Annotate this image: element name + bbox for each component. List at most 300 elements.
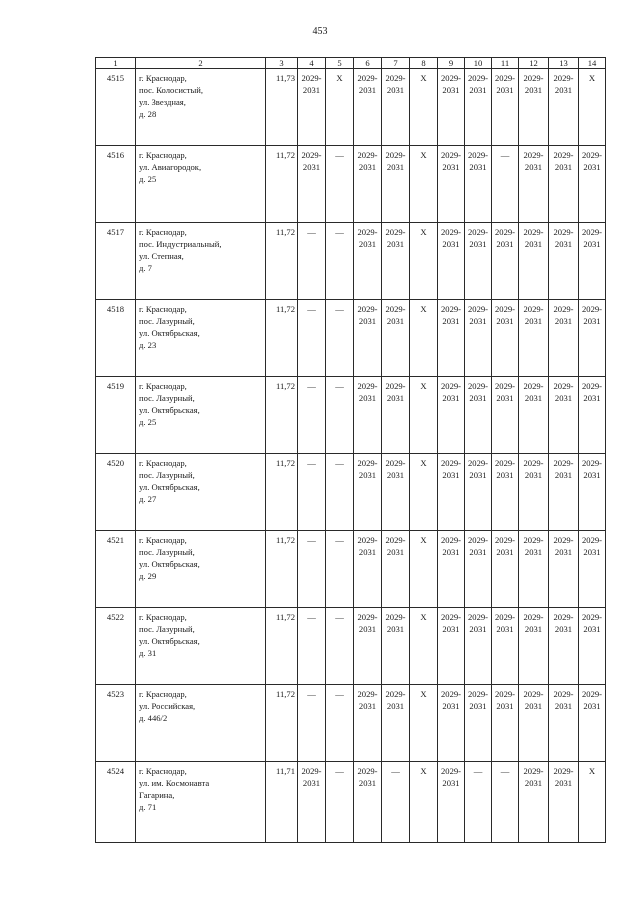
period-year: 2029- (523, 73, 544, 83)
table-row (96, 685, 606, 762)
column-header-3: 3 (266, 58, 298, 69)
value-cell: 11,71 (266, 762, 298, 843)
period-year: 2029- (553, 73, 574, 83)
period-cell: — (298, 223, 326, 300)
period-year: 2031 (358, 547, 377, 557)
period-year: 2029- (523, 612, 544, 622)
address-line: ул. Российская, (139, 701, 196, 711)
period-year: 2029- (553, 150, 574, 160)
period-year: 2029- (523, 381, 544, 391)
period-year: 2031 (583, 701, 601, 711)
period-cell (579, 377, 606, 454)
period-cell (549, 531, 579, 608)
period-year: 2029- (385, 535, 406, 545)
address-line: г. Краснодар, (139, 381, 187, 391)
address-line: г. Краснодар, (139, 458, 187, 468)
table-row (96, 608, 606, 685)
period-year: 2029- (357, 381, 378, 391)
period-cell (465, 377, 492, 454)
period-cell (519, 69, 549, 146)
period-cell (579, 146, 606, 223)
period-year: 2029- (581, 304, 603, 314)
period-cell (549, 69, 579, 146)
value-cell: 11,72 (266, 685, 298, 762)
period-year: 2029- (385, 150, 406, 160)
period-year: 2031 (358, 316, 377, 326)
period-cell (382, 608, 410, 685)
period-cell (438, 69, 465, 146)
column-header-4: 4 (298, 58, 326, 69)
period-year: 2029- (523, 458, 544, 468)
column-header-13: 13 (549, 58, 579, 69)
period-cell (354, 762, 382, 843)
address-line: ул. Степная, (139, 251, 184, 261)
address-line: д. 31 (139, 648, 157, 658)
period-cell (298, 762, 326, 843)
period-year: 2031 (496, 547, 514, 557)
period-year: 2029- (581, 535, 603, 545)
address-line: д. 27 (139, 494, 157, 504)
period-year: 2031 (386, 624, 405, 634)
table-row (96, 300, 606, 377)
row-number: 4519 (96, 377, 136, 454)
period-cell (438, 762, 465, 843)
row-number: 4515 (96, 69, 136, 146)
table-row (96, 454, 606, 531)
value-cell: 11,72 (266, 146, 298, 223)
table-body (96, 69, 606, 843)
period-year: 2029- (440, 304, 462, 314)
period-cell: Х (410, 608, 438, 685)
period-year: 2029- (494, 381, 516, 391)
address-cell (136, 223, 266, 300)
period-cell (519, 685, 549, 762)
period-cell (465, 69, 492, 146)
period-year: 2031 (524, 393, 543, 403)
period-year: 2031 (469, 393, 487, 403)
period-cell: — (298, 300, 326, 377)
period-year: 2031 (302, 162, 321, 172)
address-line: д. 23 (139, 340, 157, 350)
period-year: 2029- (581, 150, 603, 160)
period-year: 2031 (442, 547, 460, 557)
period-year: 2029- (440, 766, 462, 776)
period-year: 2031 (554, 239, 573, 249)
period-year: 2031 (496, 393, 514, 403)
address-line: г. Краснодар, (139, 227, 187, 237)
period-year: 2031 (554, 778, 573, 788)
period-cell: — (326, 223, 354, 300)
period-year: 2031 (469, 316, 487, 326)
period-year: 2029- (385, 227, 406, 237)
period-cell: — (326, 762, 354, 843)
address-line: пос. Индустриальный, (139, 239, 222, 249)
address-cell (136, 69, 266, 146)
period-year: 2031 (469, 701, 487, 711)
period-cell (519, 377, 549, 454)
period-year: 2031 (524, 316, 543, 326)
column-header-9: 9 (438, 58, 465, 69)
period-cell: — (298, 608, 326, 685)
period-year: 2029- (357, 612, 378, 622)
table-row (96, 377, 606, 454)
address-line: г. Краснодар, (139, 535, 187, 545)
period-cell (438, 531, 465, 608)
value-cell: 11,72 (266, 223, 298, 300)
column-header-10: 10 (465, 58, 492, 69)
address-line: ул. Октябрьская, (139, 328, 200, 338)
address-line: д. 71 (139, 802, 157, 812)
period-year: 2031 (386, 316, 405, 326)
period-cell: — (382, 762, 410, 843)
address-line: ул. Октябрьская, (139, 482, 200, 492)
period-year: 2029- (494, 458, 516, 468)
period-cell (465, 300, 492, 377)
address-cell (136, 377, 266, 454)
period-year: 2029- (581, 612, 603, 622)
period-year: 2029- (553, 766, 574, 776)
address-line: д. 25 (139, 174, 157, 184)
period-cell (438, 608, 465, 685)
period-year: 2029- (523, 766, 544, 776)
period-cell (382, 69, 410, 146)
period-year: 2029- (467, 304, 489, 314)
period-year: 2029- (581, 458, 603, 468)
period-year: 2029- (385, 304, 406, 314)
table-row (96, 762, 606, 843)
period-cell (519, 223, 549, 300)
column-header-5: 5 (326, 58, 354, 69)
period-year: 2029- (301, 73, 322, 83)
period-year: 2029- (357, 766, 378, 776)
period-year: 2029- (494, 612, 516, 622)
period-cell: Х (579, 69, 606, 146)
period-cell: — (465, 762, 492, 843)
period-year: 2031 (358, 393, 377, 403)
period-year: 2031 (554, 85, 573, 95)
address-cell (136, 608, 266, 685)
period-year: 2031 (554, 701, 573, 711)
period-year: 2031 (496, 624, 514, 634)
period-year: 2029- (523, 227, 544, 237)
period-year: 2029- (357, 150, 378, 160)
period-year: 2029- (467, 535, 489, 545)
period-year: 2031 (386, 162, 405, 172)
address-line: г. Краснодар, (139, 304, 187, 314)
period-cell (549, 608, 579, 685)
address-line: Гагарина, (139, 790, 175, 800)
period-year: 2031 (386, 547, 405, 557)
period-year: 2031 (386, 239, 405, 249)
row-number: 4517 (96, 223, 136, 300)
period-cell (382, 454, 410, 531)
period-year: 2031 (583, 470, 601, 480)
column-header-11: 11 (492, 58, 519, 69)
table-row (96, 69, 606, 146)
address-line: ул. Звездная, (139, 97, 186, 107)
period-cell (465, 223, 492, 300)
value-cell: 11,72 (266, 531, 298, 608)
page-number: 453 (312, 26, 328, 37)
period-cell (579, 454, 606, 531)
table-row (96, 146, 606, 223)
period-cell (549, 377, 579, 454)
period-cell (549, 223, 579, 300)
period-cell (354, 531, 382, 608)
period-cell (465, 685, 492, 762)
period-year: 2029- (357, 227, 378, 237)
period-year: 2031 (442, 162, 460, 172)
period-cell (549, 454, 579, 531)
period-cell (354, 454, 382, 531)
period-year: 2031 (496, 470, 514, 480)
period-year: 2031 (302, 85, 321, 95)
address-line: ул. Октябрьская, (139, 559, 200, 569)
row-number: 4518 (96, 300, 136, 377)
period-cell (382, 377, 410, 454)
period-year: 2029- (523, 535, 544, 545)
period-year: 2029- (553, 227, 574, 237)
period-year: 2029- (440, 458, 462, 468)
period-cell: — (298, 454, 326, 531)
period-cell (492, 531, 519, 608)
document-table-wrapper (95, 57, 606, 843)
period-year: 2031 (386, 470, 405, 480)
period-year: 2031 (554, 547, 573, 557)
period-cell (438, 377, 465, 454)
address-line: д. 28 (139, 109, 157, 119)
period-cell (579, 608, 606, 685)
period-cell (579, 685, 606, 762)
period-year: 2031 (386, 85, 405, 95)
period-year: 2029- (553, 535, 574, 545)
period-year: 2029- (440, 381, 462, 391)
period-cell: — (326, 146, 354, 223)
period-cell (519, 454, 549, 531)
row-number: 4524 (96, 762, 136, 843)
period-year: 2031 (386, 393, 405, 403)
period-cell (438, 454, 465, 531)
period-year: 2029- (494, 535, 516, 545)
period-year: 2029- (553, 458, 574, 468)
period-cell (354, 146, 382, 223)
period-year: 2029- (494, 689, 516, 699)
address-line: д. 446/2 (139, 713, 168, 723)
value-cell: 11,72 (266, 377, 298, 454)
period-cell (354, 300, 382, 377)
period-year: 2029- (440, 227, 462, 237)
period-year: 2029- (357, 535, 378, 545)
period-year: 2031 (583, 393, 601, 403)
period-year: 2031 (469, 547, 487, 557)
period-year: 2031 (524, 162, 543, 172)
period-year: 2031 (442, 624, 460, 634)
period-year: 2029- (385, 458, 406, 468)
address-line: ул. им. Космонавта (139, 778, 210, 788)
period-year: 2031 (583, 547, 601, 557)
period-year: 2029- (494, 304, 516, 314)
address-line: д. 29 (139, 571, 157, 581)
period-year: 2031 (524, 547, 543, 557)
period-cell (492, 608, 519, 685)
address-line: пос. Лазурный, (139, 624, 195, 634)
column-header-14: 14 (579, 58, 606, 69)
address-line: г. Краснодар, (139, 150, 187, 160)
period-cell: Х (410, 223, 438, 300)
period-year: 2029- (467, 381, 489, 391)
period-cell (465, 531, 492, 608)
period-cell: — (298, 531, 326, 608)
period-cell (549, 685, 579, 762)
period-year: 2031 (524, 624, 543, 634)
period-cell (519, 531, 549, 608)
period-cell: Х (410, 762, 438, 843)
period-cell: — (492, 146, 519, 223)
row-number: 4520 (96, 454, 136, 531)
column-header-6: 6 (354, 58, 382, 69)
period-cell: — (326, 300, 354, 377)
period-cell (354, 685, 382, 762)
value-cell: 11,72 (266, 608, 298, 685)
document-table (95, 57, 606, 843)
period-year: 2031 (442, 470, 460, 480)
address-line: д. 25 (139, 417, 157, 427)
period-year: 2031 (524, 239, 543, 249)
address-cell (136, 300, 266, 377)
period-cell: — (326, 608, 354, 685)
address-cell (136, 146, 266, 223)
period-year: 2031 (386, 701, 405, 711)
period-year: 2029- (581, 227, 603, 237)
period-year: 2029- (301, 150, 322, 160)
period-cell: — (326, 377, 354, 454)
period-year: 2029- (385, 381, 406, 391)
period-year: 2029- (467, 689, 489, 699)
period-year: 2031 (554, 393, 573, 403)
period-cell (579, 531, 606, 608)
period-year: 2031 (469, 85, 487, 95)
period-cell (382, 223, 410, 300)
period-cell: Х (410, 685, 438, 762)
period-year: 2029- (523, 689, 544, 699)
period-year: 2031 (524, 470, 543, 480)
period-year: 2031 (554, 624, 573, 634)
address-cell (136, 762, 266, 843)
period-year: 2031 (358, 85, 377, 95)
period-year: 2029- (494, 227, 516, 237)
period-cell (579, 300, 606, 377)
period-year: 2029- (494, 73, 516, 83)
period-cell (382, 300, 410, 377)
column-header-row (96, 58, 606, 69)
period-cell (438, 223, 465, 300)
address-cell (136, 531, 266, 608)
period-year: 2031 (496, 701, 514, 711)
period-cell: — (492, 762, 519, 843)
period-cell (354, 223, 382, 300)
period-year: 2031 (469, 470, 487, 480)
period-year: 2031 (442, 393, 460, 403)
period-cell: Х (326, 69, 354, 146)
address-line: ул. Октябрьская, (139, 636, 200, 646)
row-number: 4523 (96, 685, 136, 762)
period-year: 2031 (358, 701, 377, 711)
period-year: 2029- (440, 150, 462, 160)
period-year: 2029- (385, 689, 406, 699)
period-year: 2029- (553, 304, 574, 314)
period-cell (438, 685, 465, 762)
period-year: 2029- (553, 612, 574, 622)
address-line: ул. Авиагородок, (139, 162, 202, 172)
period-year: 2031 (442, 701, 460, 711)
period-year: 2029- (467, 73, 489, 83)
period-cell: Х (410, 69, 438, 146)
period-year: 2029- (357, 458, 378, 468)
period-cell: — (298, 685, 326, 762)
period-cell (519, 146, 549, 223)
column-header-12: 12 (519, 58, 549, 69)
period-cell (549, 300, 579, 377)
period-cell: Х (579, 762, 606, 843)
period-year: 2029- (357, 304, 378, 314)
period-cell: Х (410, 454, 438, 531)
period-cell (492, 69, 519, 146)
period-year: 2029- (553, 381, 574, 391)
period-year: 2031 (358, 239, 377, 249)
address-line: пос. Колосистый, (139, 85, 204, 95)
period-cell: — (298, 377, 326, 454)
period-year: 2029- (581, 381, 603, 391)
period-cell (465, 146, 492, 223)
period-cell (492, 223, 519, 300)
period-year: 2031 (442, 778, 460, 788)
period-year: 2031 (554, 316, 573, 326)
column-header-7: 7 (382, 58, 410, 69)
period-year: 2029- (385, 73, 406, 83)
period-cell (382, 146, 410, 223)
period-year: 2029- (467, 227, 489, 237)
row-number: 4522 (96, 608, 136, 685)
period-cell (465, 454, 492, 531)
period-cell (354, 69, 382, 146)
period-cell (492, 300, 519, 377)
period-year: 2031 (469, 162, 487, 172)
period-year: 2029- (553, 689, 574, 699)
period-year: 2029- (357, 73, 378, 83)
period-year: 2029- (523, 150, 544, 160)
period-year: 2031 (524, 778, 543, 788)
period-year: 2031 (469, 239, 487, 249)
period-year: 2029- (467, 150, 489, 160)
period-year: 2031 (583, 162, 601, 172)
value-cell: 11,72 (266, 300, 298, 377)
period-year: 2031 (496, 239, 514, 249)
period-cell (549, 762, 579, 843)
period-cell (298, 69, 326, 146)
period-cell: Х (410, 146, 438, 223)
table-row (96, 531, 606, 608)
period-cell (519, 300, 549, 377)
address-line: ул. Октябрьская, (139, 405, 200, 415)
address-line: г. Краснодар, (139, 73, 187, 83)
period-cell: Х (410, 377, 438, 454)
period-cell: — (326, 685, 354, 762)
period-year: 2029- (523, 304, 544, 314)
value-cell: 11,73 (266, 69, 298, 146)
column-header-8: 8 (410, 58, 438, 69)
period-year: 2029- (440, 689, 462, 699)
period-year: 2031 (358, 470, 377, 480)
